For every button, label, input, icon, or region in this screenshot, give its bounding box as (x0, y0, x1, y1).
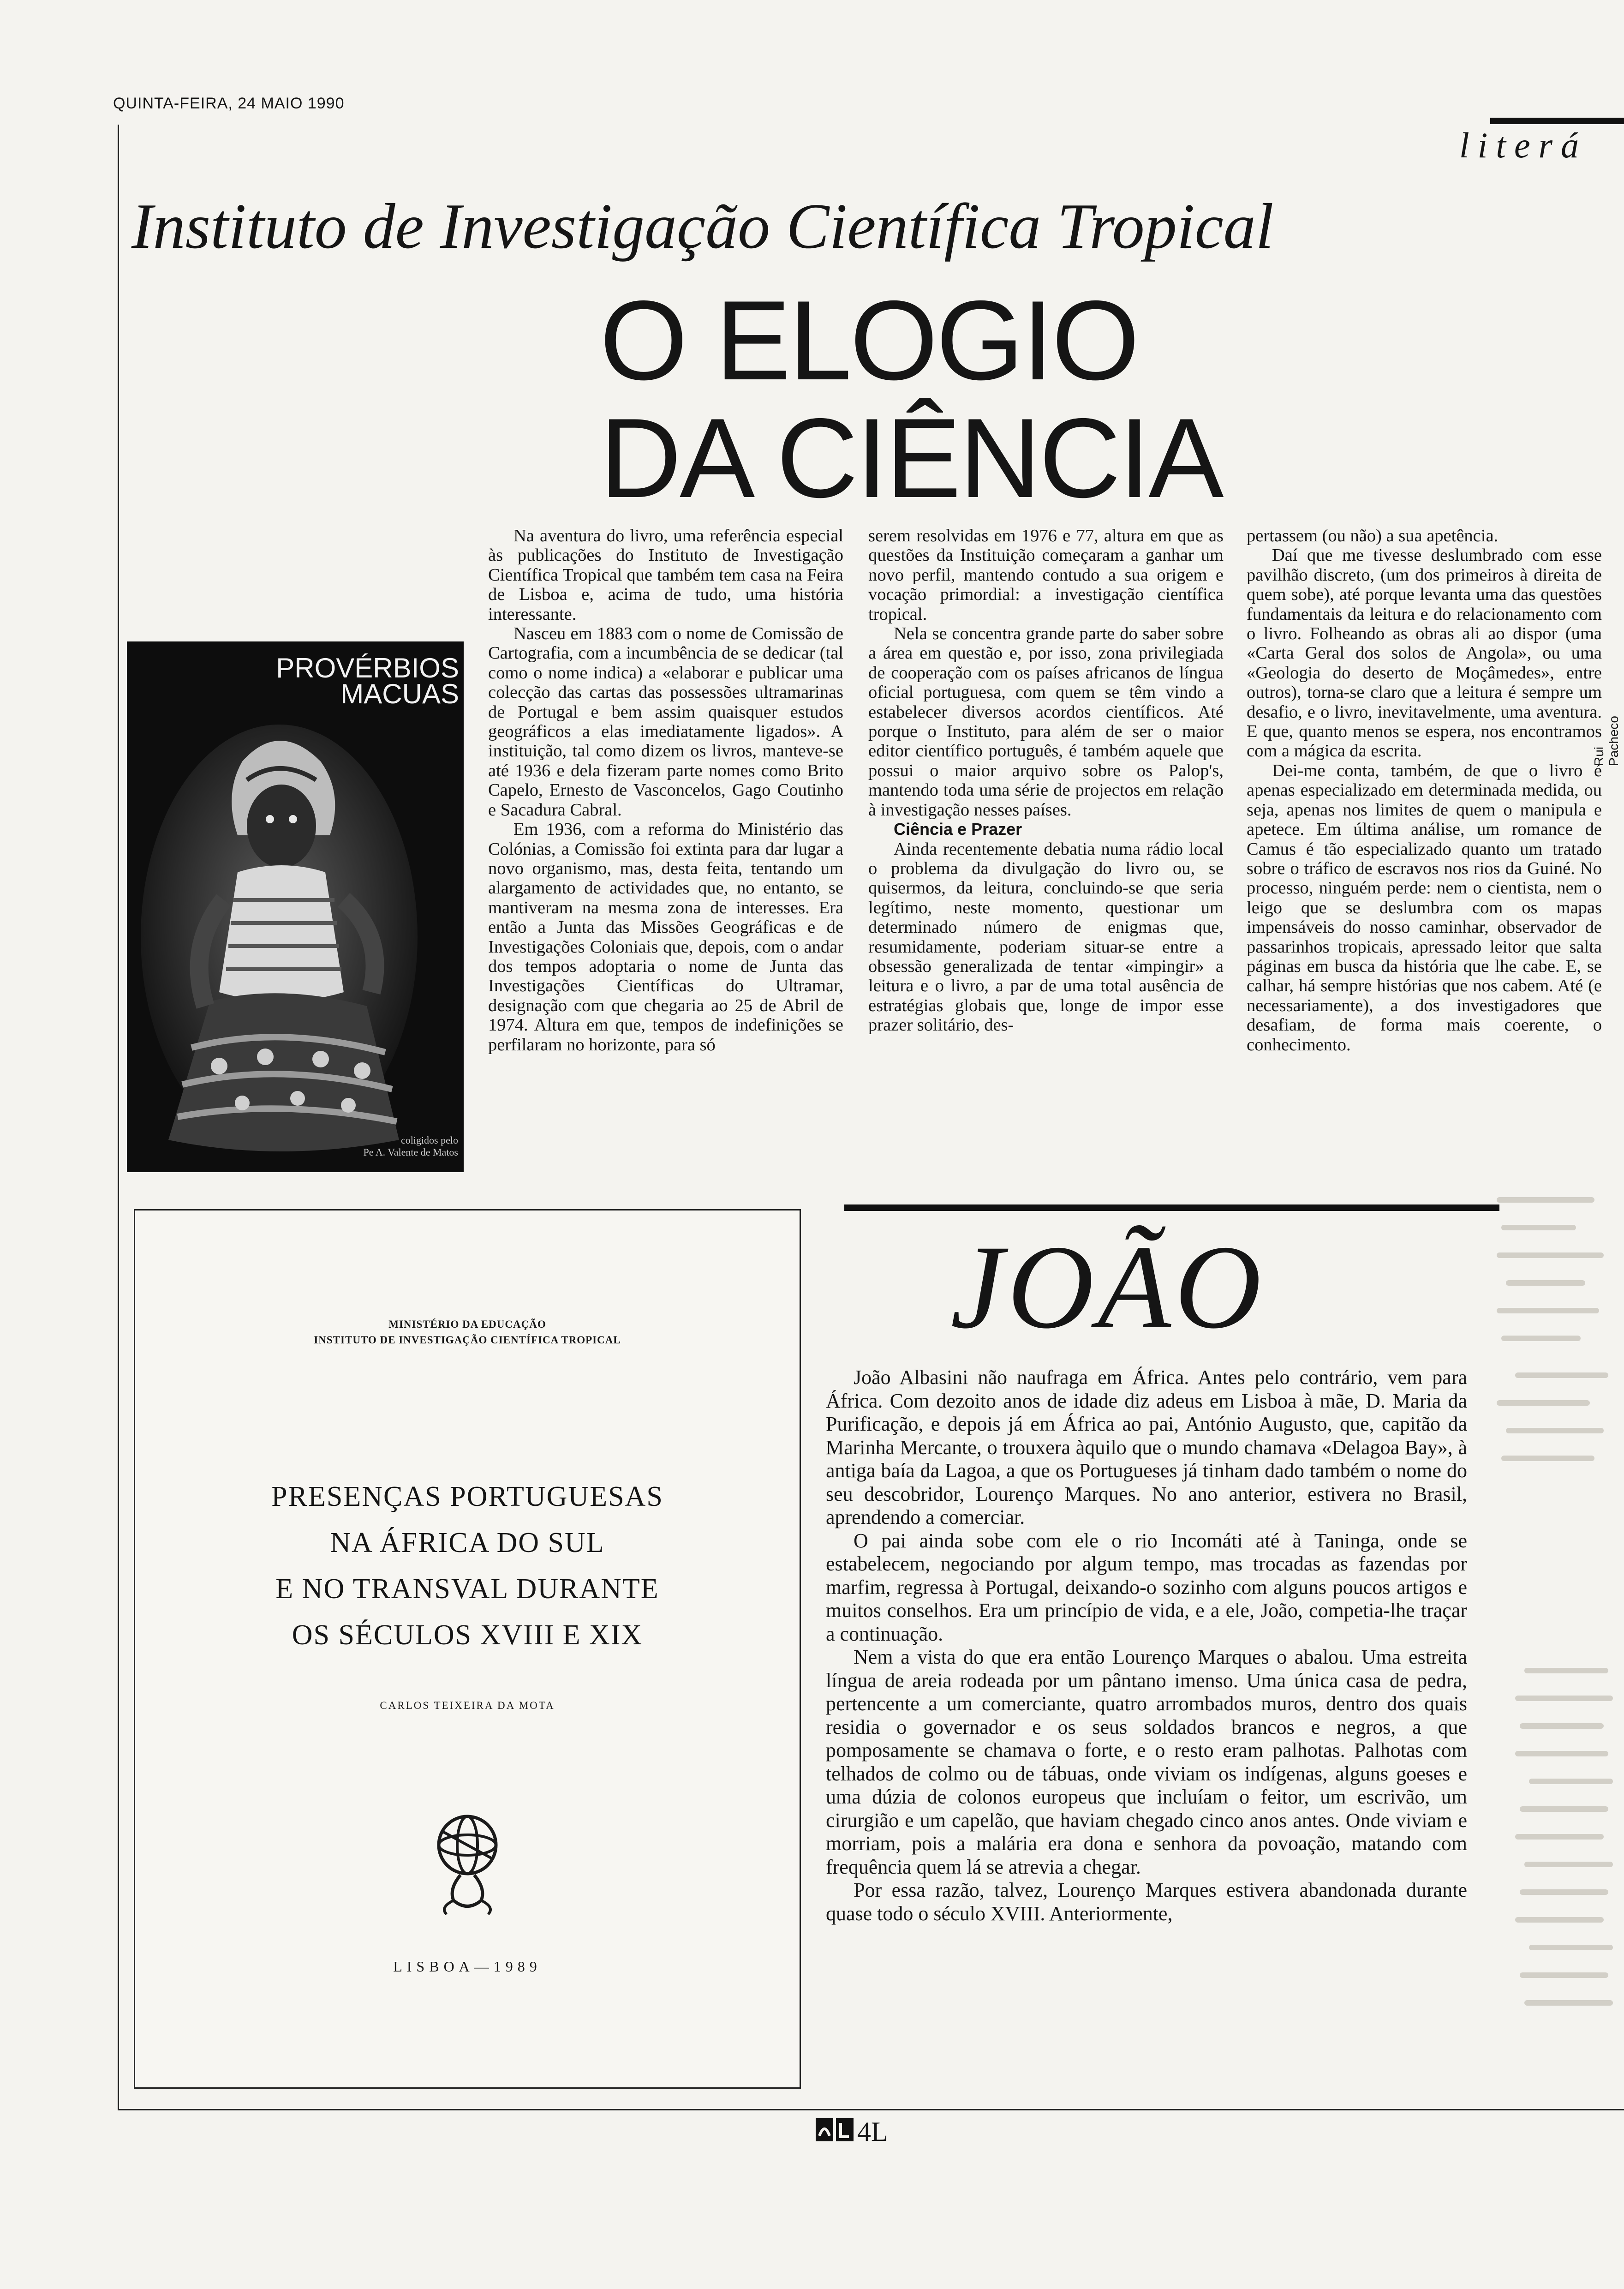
subheading: Ciência e Prazer (894, 820, 1022, 839)
frame-rule-left (118, 125, 119, 2109)
paragraph: Nela se concentra grande parte do saber sobre a área em questão e, por isso, zona privilegiada de cooperação com os países africanos de língua oficial portuguesa, com quem se têm vindo a estabelecer diversos acordos científicos. Até porque o Instituto, para além de ser o maior editor científico português, é também aquele que possui o maior arquivo sobre os Palop's, mantendo toda uma série de projectos em relação à investigação nesses países. (868, 624, 1224, 820)
article-headline (600, 277, 1222, 521)
photo-book-title (276, 655, 459, 707)
photo-credit-line-2: Pe A. Valente de Matos (363, 1146, 458, 1158)
paragraph: Daí que me tivesse deslumbrado com esse pavilhão discreto, (um dos primeiros à direita de quem sobe), até porque levanta uma das questões fundamentais da leitura e do relacionamento com o livro. Folheando as obras ali ao dispor (uma «Carta Geral dos solos de Angola», ou uma «Geologia do deserto de Moçâmedes», entre outros), torna-se claro que a leitura é sempre um desafio, e o livro, inevitavelmente, uma aventura. E que, quanto menos se espera, nos encontramos com a mágica da escrita. (1247, 545, 1602, 761)
article-kicker: Instituto de Investigação Científica Tropical (131, 191, 1274, 262)
paragraph: Ainda recentemente debatia numa rádio local o problema da divulgação do livro ou, se quisermos, da leitura, concluindo-se que seria legítimo, neste momento, questionar um determinado número de enigmas que, resumidamente, poderiam situar-se entre a obsessão generalizada de tentar «impingir» a leitura e o livro, a par de uma total ausência de estratégias globais que, longe de impor esse prazer solitário, des- (868, 839, 1224, 1035)
proverbios-cover-photo (127, 641, 464, 1172)
article2-headline: JOÃO (950, 1221, 1265, 1354)
cover-title-line-1: PRESENÇAS PORTUGUESAS (271, 1481, 663, 1512)
paragraph: Dei-me conta, também, de que o livro é apenas especializado em determinada medida, ou seja, apenas nos limites de quem o manipula e apetece. Em última análise, um romance de Camus é tão especializado quanto um tratado sobre o tráfico de escravos nos rios da Guiné. No processo, ninguém perde: nem o cientista, nem o leigo que se deslumbra com os mapas impensáveis do nosso caminhar, observador de passarinhos tropicais, apressado leitor que salta páginas em busca da história que lhe cabe. E, se calhar, há sempre histórias que nos cabem. Até (e necessariamente), a dos investigadores que desafiam, de forma mais coerente, o conhecimento. (1247, 761, 1602, 1055)
paragraph: Na aventura do livro, uma referência especial às publicações do Instituto de Investigação Científica Tropical que também tem casa na Feira de Lisboa e, acima de tudo, uma história interessante. (488, 526, 843, 624)
paragraph: serem resolvidas em 1976 e 77, altura em que as questões da Instituição começaram a ganhar um novo perfil, mantendo contudo a sua origem e vocação primordial: a investigação científica tropical. (868, 526, 1224, 624)
photo-title-line-1: PROVÉRBIOS (276, 653, 459, 683)
cover-ministry (135, 1317, 800, 1348)
cover-title-line-4: OS SÉCULOS XVIII E XIX (292, 1619, 643, 1651)
cover-place-date: LISBOA—1989 (393, 1958, 542, 1975)
section-label: literá (1459, 125, 1587, 165)
cover-title (135, 1474, 800, 1658)
newspaper-logo-icon (816, 2118, 854, 2141)
page-number: 4L (857, 2116, 888, 2147)
paragraph: Em 1936, com a reforma do Ministério das Colónias, a Comissão foi extinta para dar lugar a novo organismo, mas, desta feita, tentando um alargamento de actividades que, no entanto, se mantiveram na mesma zona de interesses. Era então a Junta das Missões Geográficas e de Investigações Coloniais que, depois, com o andar dos tempos adoptaria o nome de Junta das Investigações Científicas do Ultramar, designação com que chegaria ao 25 de Abril de 1974. Altura em que, tempos de indefinições se perfilaram no horizonte, para só (488, 820, 843, 1055)
paragraph: Nasceu em 1883 com o nome de Comissão de Cartografia, com a incumbência de se dedicar (tal como o nome indica) a «elaborar e publicar uma colecção das cartas das possessões ultramarinas de Portugal e bem assim quaisquer estudos geográficos a elas imediatamente ligados». A instituição, tal como dizem os livros, manteve-se até 1936 e dela fizeram parte nomes como Brito Capelo, Ernesto de Vasconcelos, Gago Coutinho e Sacadura Cabral. (488, 624, 843, 820)
paragraph: pertassem (ou não) a sua apetência. (1247, 526, 1499, 545)
article2-rule (844, 1204, 1499, 1211)
book-cover (134, 1209, 801, 2089)
cover-ministry-line: MINISTÉRIO DA EDUCAÇÃO (388, 1318, 546, 1330)
headline-line-1: O ELOGIO (600, 277, 1138, 403)
figure-illustration (127, 641, 464, 1172)
article-column-2 (868, 526, 1224, 1035)
paragraph: Nem a vista do que era então Lourenço Marques o abalou. Uma estreita língua de areia rodeada por um pântano imenso. Uma única casa de pedra, pertencente a um comerciante, quatro arrombados muros, dentro dos quais residia o governador e os seus soldados brancos e negros, a que pomposamente se chamava o forte, e o resto eram palhotas. Palhotas com telhados de colmo ou de tábuas, onde viviam os indígenas, alguns goeses e uma dúzia de colonos europeus que incluíam o feitor, um escrivão, um cirurgião e um capelão, que haviam chegado cinco anos antes. Onde viviam e morriam, pois a malária era dona e senhora da povoação, matando com frequência quem lá se atrevia a chegar. (826, 1646, 1467, 1878)
photo-credit-line-1: coligidos pelo (400, 1134, 458, 1146)
bleed-through-lines (1490, 1181, 1624, 2104)
bleed-through-texture (1490, 1181, 1624, 2104)
headline-line-2: DA CIÊNCIA (600, 395, 1222, 521)
paragraph: João Albasini não naufraga em África. Antes pelo contrário, vem para África. Com dezoito anos de idade diz adeus em Lisboa à mãe, D. Maria da Purificação, e depois já em África ao pai, António Augusto, que, capitão da Marinha Mercante, o trouxera àquilo que o mundo chamava «Delagoa Bay», à antiga baía da Lagoa, a que os Portugueses já tinham dado também o nome do seu descobridor, Lourenço Marques. No ano anterior, estivera no Brasil, aprendendo a comerciar. (826, 1366, 1467, 1528)
cover-institute-line: INSTITUTO DE INVESTIGAÇÃO CIENTÍFICA TROPICAL (314, 1334, 621, 1346)
photo-byline: Rui Pacheco (1592, 716, 1621, 766)
cover-title-line-3: E NO TRANSVAL DURANTE (275, 1573, 659, 1605)
article-column-1 (488, 526, 843, 1055)
section-rule (1490, 118, 1624, 124)
cover-author: CARLOS TEIXEIRA DA MOTA (380, 1700, 555, 1711)
paragraph: O pai ainda sobe com ele o rio Incomáti até à Taninga, onde se estabelecem, negociando por algum tempo, mas trocadas as fazendas por marfim, regressa à Portugal, deixando-o sozinho com alguns poucos artigos e muitos conselhos. Era um princípio de vida, e a ele, João, competia-lhe traçar a continuação. (826, 1529, 1467, 1645)
paragraph: Por essa razão, talvez, Lourenço Marques estivera abandonada durante quase todo o século XVIII. Anteriormente, (826, 1879, 1467, 1925)
armillary-sphere-icon (421, 1801, 513, 1917)
article2-body (826, 1366, 1467, 1925)
article-column-3 (1247, 526, 1602, 1055)
dateline: QUINTA-FEIRA, 24 MAIO 1990 (113, 95, 345, 112)
frame-rule-bottom (118, 2109, 1624, 2110)
photo-title-line-2: MACUAS (340, 678, 459, 709)
photo-book-credit (363, 1134, 458, 1158)
cover-title-line-2: NA ÁFRICA DO SUL (330, 1527, 605, 1558)
